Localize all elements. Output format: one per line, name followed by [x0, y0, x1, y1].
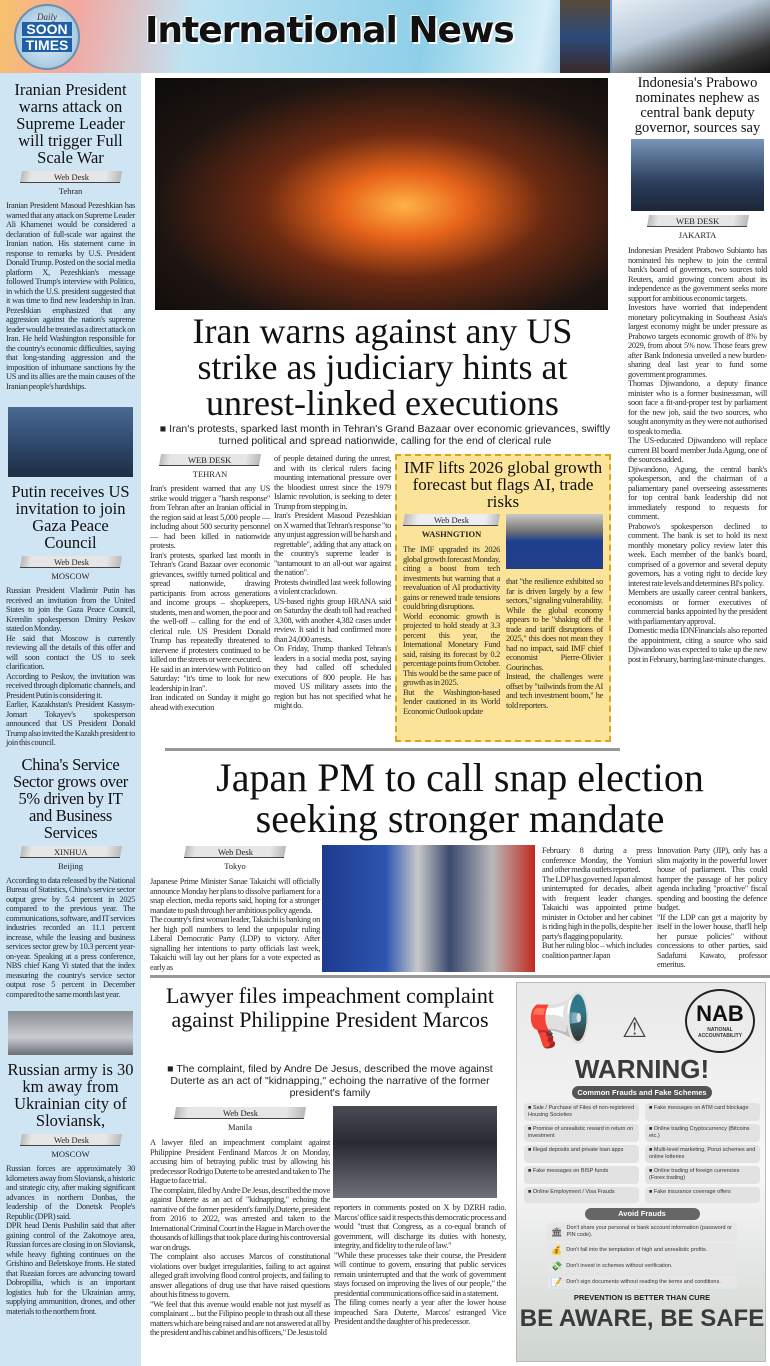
- avoid-item: 💸 Don't invest in schemes without verification.: [547, 1259, 737, 1273]
- japan-column-2: [542, 846, 652, 960]
- byline-desk: Web Desk: [19, 556, 121, 568]
- paragraph: Members are usually career central bankers, economists or former executives of commercial banks appointed by the president with parliamentary approval.: [628, 588, 767, 626]
- japan-headline: Japan PM to call snap election seeking stronger mandate: [216, 755, 704, 841]
- dateline: TEHRAN: [192, 469, 228, 479]
- byline-desk: Web Desk: [19, 1134, 121, 1146]
- avoid-title: Avoid Frauds: [585, 1208, 700, 1220]
- dateline: WASHNGTION: [421, 529, 482, 539]
- megaphone-icon: 📢: [527, 992, 592, 1050]
- fraud-item: ■ Fake messages on ATM card blockage: [645, 1103, 760, 1121]
- warning-triangle-icon: ⚠: [622, 1012, 648, 1043]
- lawyer-column-2: [334, 1203, 506, 1327]
- paragraph: Iran's President Masoud Pezeshkian on X warned that Tehran's response "to any unjust aggression will be harsh and regrettable", adding that any attack on the country's supreme leader is "tantamount to an all-out war against the nation".: [274, 511, 391, 577]
- paragraph: According to data released by the National Bureau of Statistics, China's service sector output grew by 5.4 percent in 2025 compared to the previous year. The communications, software, and IT services industries recorded an 11.1 percent increase, while the leasing and business services sector grew by 10.3 percent year-on-year. Speaking at a press conference, NBS chief Kang Yi stated that the index measuring the country's service sector output rose 5 percent in December compared to the same month last year.: [6, 875, 135, 999]
- byline-desk: Web Desk: [184, 846, 286, 858]
- paragraph: "While these processes take their course, the President will continue to govern, ensuring that public services remain uninterrupted and that the work of government stays focused on improving the lives of our people," the presidential communications office said in a statement.: [334, 1250, 506, 1298]
- lead-column-1: [150, 454, 270, 712]
- bullet-icon: ■: [528, 1105, 533, 1111]
- paragraph: Russian President Vladimir Putin has received an invitation from the United States to join the Gaza Peace Council, Kremlin spokesperson Dmitry Peskov stated on Monday.: [6, 586, 135, 633]
- bullet-icon: ■: [649, 1147, 654, 1153]
- paragraph: Iran's protests, sparked last month in Tehran's Grand Bazaar over economic grievances, swiftly turned political and spread nationwide, drawing participants from across generations and income groups – shopkeepers, students, men and women, the poor and the well-off – calling for the end of clerical rule. US President Donald Trump has repeatedly threatened to intervene if protesters continued to be killed on the streets or were executed.: [150, 550, 270, 664]
- article-russia-sloviansk: [0, 1059, 141, 1316]
- paragraph: that "the resilience exhibited so far is driven largely by a few sectors," signaling vulnerability.: [506, 577, 603, 605]
- dateline: Beijing: [57, 860, 84, 871]
- headline: Putin receives US invitation to join Gaza Peace Council: [11, 482, 130, 552]
- avoid-list: [547, 1223, 737, 1291]
- paragraph: The LDP has governed Japan almost uninterrupted for decades, albeit with frequent leader changes. Takaichi was appointed prime minister in October and her cabinet is riding high in the polls, despite her party's flagging popularity.: [542, 874, 652, 941]
- paragraph: "We feel that this avenue would enable not just myself as complainant ... but the Filipino people to thrash out all these matters which are being raised and are not answered at all by the president and his cabinet and his officers," De Jesus told: [150, 1299, 330, 1337]
- article-china-services: [0, 748, 141, 1000]
- frauds-list: [524, 1103, 760, 1203]
- lawyer-column-1: [150, 1107, 330, 1338]
- fraud-item: ■ Multi-level marketing, Ponzi schemes and online lotteries: [645, 1145, 760, 1163]
- paragraph: reporters in comments posted on X by DZRH radio. Marcos' office said it respects this democratic process and would "trust that Congress, as a co-equal branch of government, will discharge its duties with honesty, integrity, and fidelity to the rule of law.": [334, 1203, 506, 1250]
- paragraph: Innovation Party (JIP), only has a slim majority in the powerful lower house of parliament. This could hamper the passage of her policy agenda including "proactive" fiscal spending and boosting the defence budget.: [657, 846, 767, 912]
- bullet-icon: ■: [528, 1189, 533, 1195]
- paragraph: of people detained during the unrest, and with its clerical rulers facing mounting international pressure over the bloodiest unrest since the 1979 Islamic revolution, is seeking to deter Trump from stepping in.: [274, 454, 391, 511]
- paragraph: "If the LDP can get a majority by itself in the lower house, that'll help her pursue policies" without concessions to other parties, said Sadafumi Kawato, professor emeritus.: [657, 912, 767, 969]
- nab-logo: [685, 989, 755, 1053]
- document-pen-icon: 📝: [551, 1277, 563, 1287]
- bullet-icon: ■: [167, 1063, 177, 1075]
- imf-column-2: [506, 514, 603, 716]
- byline-desk: WEB DESK: [646, 215, 748, 227]
- paragraph: Iranian President Masoud Pezeshkian has warned that any attack on Supreme Leader Ali Khamenei would be considered a declaration of full-scale war against the Iranian nation. His statement came in response to remarks by U.S. President Donald Trump. Posted on the social media platform X, Pezeshkian's message followed Trump's interview with Politico, in which the U.S. president suggested that it was time to find new leadership in Iran. Pezeshkian emphasized that any aggression against the nation's supreme leader would be treated as a direct attack on Iran. He held Washington responsible for the country's economic difficulties, saying that long-standing aggression and the imposition of inhumane sanctions by the US and its allies are the main causes of the Iranian people's hardships.: [6, 201, 135, 391]
- paragraph: The filing comes nearly a year after the lower house impeached Sara Duterte, Marcos' estranged Vice President and the daughter of his predecessor.: [334, 1298, 506, 1326]
- byline-desk: XINHUA: [19, 846, 121, 858]
- paragraph: But the Washington-based lender cautioned in its World Economic Outlook update: [403, 687, 500, 716]
- article-putin-gaza: [0, 481, 141, 748]
- fraud-item: ■ Fake insurance coverage offers: [645, 1187, 760, 1203]
- fraud-item: ■ Promise of unrealistic reward in return on investment: [524, 1124, 639, 1142]
- japan-column-1: [150, 846, 320, 972]
- bullet-icon: ■: [649, 1126, 654, 1132]
- avoid-item: 📝 Don't sign documents without reading the terms and conditions.: [547, 1275, 737, 1289]
- paragraph: Iran indicated on Sunday it might go ahead with execution: [150, 693, 270, 712]
- divider: [150, 975, 770, 978]
- paragraph: Domestic media IDNFinancials also reported the appointment, citing a source who said Djiwandono was expected to take up the new post in February, barring last-minute changes.: [628, 626, 767, 664]
- paragraph: Thomas Djiwandono, a deputy finance minister who is a former businessman, will soon face a fit-and-proper test by parliament for the new job, said the two sources, who sought anonymity as they were not authorised to speak to media.: [628, 379, 767, 436]
- paragraph: Djiwandono, Agung, the central bank's spokesperson, and the chairman of a paliamentary panel overseeing assessments for top central bank leadership did not immediately respond to requests for comment.: [628, 464, 767, 521]
- frauds-title: Common Frauds and Fake Schemes: [572, 1086, 712, 1099]
- paragraph: Protests dwindled last week following a violent crackdown.: [274, 577, 391, 596]
- putin-photo: [8, 407, 133, 477]
- left-sidebar: [0, 73, 141, 1366]
- warning-title: WARNING!: [574, 1054, 710, 1084]
- byline-desk: Web Desk: [174, 1107, 306, 1119]
- paragraph: The complaint, filed by Andre De Jesus, described the move against Duterte as an act of "kidnapping," echoing the narrative of the former president's family.Duterte, president from 2016 to 2022, was arrested and taken to the International Criminal Court in the Hague in March over the thousands of killings that took place during his controversial war on drugs.: [150, 1185, 330, 1252]
- cash-icon: 💸: [551, 1261, 563, 1271]
- paragraph: He said that Moscow is currently reviewing all the details of this offer and will soon contact the US to seek clarification.: [6, 633, 135, 671]
- headline: Indonesia's Prabowo nominates nephew as central bank deputy governor, sources say: [634, 75, 761, 136]
- paragraph: Instead, the challenges were offset by "tailwinds from the AI and tech investment boom," he told reporters.: [506, 672, 603, 710]
- headline: Russian army is 30 km away from Ukrainian city of Sloviansk,: [7, 1060, 134, 1130]
- dateline: Manila: [227, 1122, 253, 1132]
- money-bag-icon: 💰: [551, 1245, 563, 1255]
- paragraph: The IMF upgraded its 2026 global growth forecast Monday, citing a boost from tech investments but warning that a reevaluation of AI productivity gains or renewed trade tensions could bring disruptions.: [403, 545, 500, 611]
- prabowo-photo: [631, 139, 764, 211]
- paragraph: February 8 during a press conference Monday, the Yomiuri and other media outlets reported.: [542, 846, 652, 874]
- bullet-icon: ■: [528, 1126, 533, 1132]
- bullet-icon: ■: [528, 1147, 533, 1153]
- ad-footer: BE AWARE, BE SAFE: [519, 1305, 765, 1332]
- paragraph: He said in an interview with Politico on Saturday: "it's time to look for new leadership in Iran".: [150, 664, 270, 693]
- bank-icon: 🏛: [551, 1227, 563, 1237]
- avoid-item: 💰 Don't fall into the temptation of high and unrealistic profits.: [547, 1243, 737, 1257]
- masthead-title: International News: [145, 10, 514, 51]
- marcos-photo: [333, 1106, 497, 1198]
- tehran-fire-photo: [155, 78, 608, 310]
- nab-logo-ring: NATIONAL ACCOUNTABILITY: [697, 1027, 743, 1039]
- article-prabowo: [625, 76, 770, 664]
- lawyer-headline: Lawyer files impeachment complaint against Philippine President Marcos: [165, 983, 495, 1032]
- paragraph: The complaint also accuses Marcos of constitutional violations over budget irregularities, failing to act against alleged graft involving flood control projects, and failing to answer allegations of drug use that have raised questions about his fitness to govern.: [150, 1252, 330, 1299]
- paragraph: Prabowo's spokesperson declined to comment. The bank is set to hold its next monthly monetary policy review later this week. Each member of the bank's board, comprised of a governor and several deputy governors, has a voting right to decide key interest rate levels and determines BI's policy.: [628, 521, 767, 588]
- article-body: [6, 201, 135, 391]
- logo-soon: SOON: [22, 22, 72, 36]
- lead-headline: Iran warns against any US strike as judiciary hints at unrest-linked executions: [192, 311, 573, 423]
- nab-logo-text: NAB: [696, 1001, 744, 1026]
- paragraph: The US-educated Djiwandono will replace current BI board member Juda Agung, one of the sources added.: [628, 436, 767, 464]
- paragraph: On Friday, Trump thanked Tehran's leaders in a social media post, saying they had called off scheduled executions of 800 people. He has moved US military assets into the region but has not specified what he might do.: [274, 644, 391, 710]
- headline: IMF lifts 2026 global growth forecast but flags AI, trade risks: [403, 458, 603, 511]
- bullet-icon: ■: [649, 1168, 654, 1174]
- headline: Iranian President warns attack on Supreme Leader will trigger Full Scale War: [14, 80, 127, 167]
- slogan: PREVENTION IS BETTER THAN CURE: [573, 1293, 711, 1302]
- flags-crowd-photo: [612, 0, 770, 73]
- bullet-icon: ■: [649, 1189, 654, 1195]
- lawyer-subhead: ■ The complaint, filed by Andre De Jesus, described the move against Duterte as an act of "kidnapping," echoing the narrative of the former president's family: [167, 1063, 493, 1099]
- headline: China's Service Sector grows over 5% driven by IT and Business Services: [13, 754, 128, 842]
- byline-desk: Web Desk: [19, 171, 121, 183]
- fraud-item: ■ Online trading of foreign currencies (Forex trading): [645, 1166, 760, 1184]
- lead-column-2: [274, 454, 391, 711]
- fraud-item: ■ Online Employment / Visa Frauds: [524, 1187, 639, 1203]
- imf-article-box: [395, 454, 611, 742]
- imf-column-1: [403, 514, 500, 716]
- divider: [165, 748, 620, 751]
- dateline: MOSCOW: [51, 571, 90, 581]
- paragraph: Japanese Prime Minister Sanae Takaichi will officially announce Monday her plans to dissolve parliament for a snap election, media reports said, hoping for a stronger mandate to push through her ambitious policy agenda.: [150, 877, 320, 915]
- paragraph: Earlier, Kazakhstan's President Kassym-Jomart Tokayev's spokesperson announced that US President Donald Trump also invited the Kazakh president to join this council.: [6, 700, 135, 747]
- article-body: [6, 1164, 135, 1316]
- soldiers-photo: [8, 1011, 133, 1055]
- paragraph: World economic growth is projected to hold steady at 3.3 percent this year, the International Monetary Fund said, raising its forecast by 0.2 percentage points from October. This would be the same pace of growth as in 2025.: [403, 611, 500, 687]
- paragraph: But her ruling bloc – which includes coalition partner Japan: [542, 941, 652, 960]
- masthead: [0, 0, 770, 73]
- fraud-item: ■ Illegal deposits and private loan apps: [524, 1145, 639, 1163]
- fraud-item: ■ Online trading Cryptocurrency (Bitcoins etc.): [645, 1124, 760, 1142]
- leaders-photo: [560, 0, 610, 73]
- paragraph: The country's first woman leader, Takaichi is banking on her high poll numbers to lend the unpopular ruling Liberal Democratic Party (LDP) to victory. After signalling her intentions to party officials last week, Takaichi will lay out her plans for a vote expected as early as: [150, 915, 320, 972]
- fraud-item: ■ Sale / Purchase of Files of non-registered Housing Societies: [524, 1103, 639, 1121]
- imf-logo-photo: [506, 514, 603, 569]
- logo-times: TIMES: [22, 38, 72, 52]
- logo-daily: Daily: [37, 12, 57, 22]
- dateline: Tehran: [58, 186, 83, 196]
- ad-body: [517, 1055, 767, 1332]
- byline-desk: WEB DESK: [159, 454, 261, 466]
- byline-desk: Web Desk: [403, 514, 500, 526]
- avoid-item: 🏛 Don't share your personal or bank account information (password or PIN code).: [547, 1223, 737, 1241]
- paragraph: A lawyer filed an impeachment complaint against Philippine President Ferdinand Marcos Jr on Monday, accusing him of betraying public trust by allowing his predecessor Rodrigo Duterte to be arrested and taken to The Hague to face trial.: [150, 1138, 330, 1185]
- dateline: Tokyo: [224, 861, 246, 871]
- dateline: MOSCOW: [51, 1149, 90, 1159]
- paragraph: According to Peskov, the invitation was received through diplomatic channels, and President Putin is considering it.: [6, 671, 135, 700]
- paragraph: DPR head Denis Pushilin said that after gaining control of the Zakotnoye area, Russian forces are closing in on Sloviansk, while heavy fighting continues on the Grishino and Beletskoye fronts. He stated that Russian forces are advancing toward Dobropillia, which is an important logistics hub for the Ukrainian army, supplying ammunition, drones, and other materials to the northern front.: [6, 1221, 135, 1316]
- lead-subhead: ■ Iran's protests, sparked last month in Tehran's Grand Bazaar over economic grievances, swiftly turned political and spread nationwide, calling for the end of clerical rule: [159, 423, 611, 447]
- article-body: [6, 586, 135, 748]
- article-body: [6, 876, 135, 1000]
- bullet-icon: ■: [528, 1168, 533, 1174]
- paragraph: Investors have worried that independent monetary policymaking in Southeast Asia's largest economy might be under pressure as Prabowo targets economic growth of 8% by 2029, from about 5% now. Those fears grew after Bank Indonesia unveiled a new burden-sharing deal last year to fund some government programmes.: [628, 303, 767, 379]
- nab-warning-ad: [516, 982, 766, 1362]
- bullet-icon: ■: [649, 1105, 654, 1111]
- paragraph: Indonesian President Prabowo Subianto has nominated his nephew to join the central bank's board of governors, two sources told Reuters, amid growing concern about its independence as the government seeks more support for ambitious economic targets.: [628, 246, 767, 303]
- japan-column-3: [657, 846, 767, 970]
- fraud-item: ■ Fake messages on BISP funds: [524, 1166, 639, 1184]
- article-iran-war-warning: [0, 73, 141, 391]
- paragraph: While the global economy appears to be "shaking off the trade and tariff disruptions of 2025," this does not mean they had no impact, said IMF chief economist Pierre-Olivier Gourinchas.: [506, 605, 603, 672]
- logo: [14, 4, 80, 70]
- takaichi-photo: [322, 845, 535, 972]
- paragraph: Iran's president warned that any US strike would trigger a "harsh response" from Tehran after an Iranian official in the region said at least 5,000 people — including about 500 security personnel — had been killed in nationwide protests.: [150, 484, 270, 550]
- paragraph: Russian forces are approximately 30 kilometers away from Sloviansk, a historic and strategic city, after making significant advances in northern Donbas, the leadership of the Donetsk People's Republic (DPR) said.: [6, 1164, 135, 1221]
- bullet-icon: ■: [159, 423, 170, 435]
- paragraph: US-based rights group HRANA said on Saturday the death toll had reached 3,308, with another 4,382 cases under review. It said it had confirmed more than 24,000 arrests.: [274, 596, 391, 644]
- dateline: JAKARTA: [678, 230, 717, 240]
